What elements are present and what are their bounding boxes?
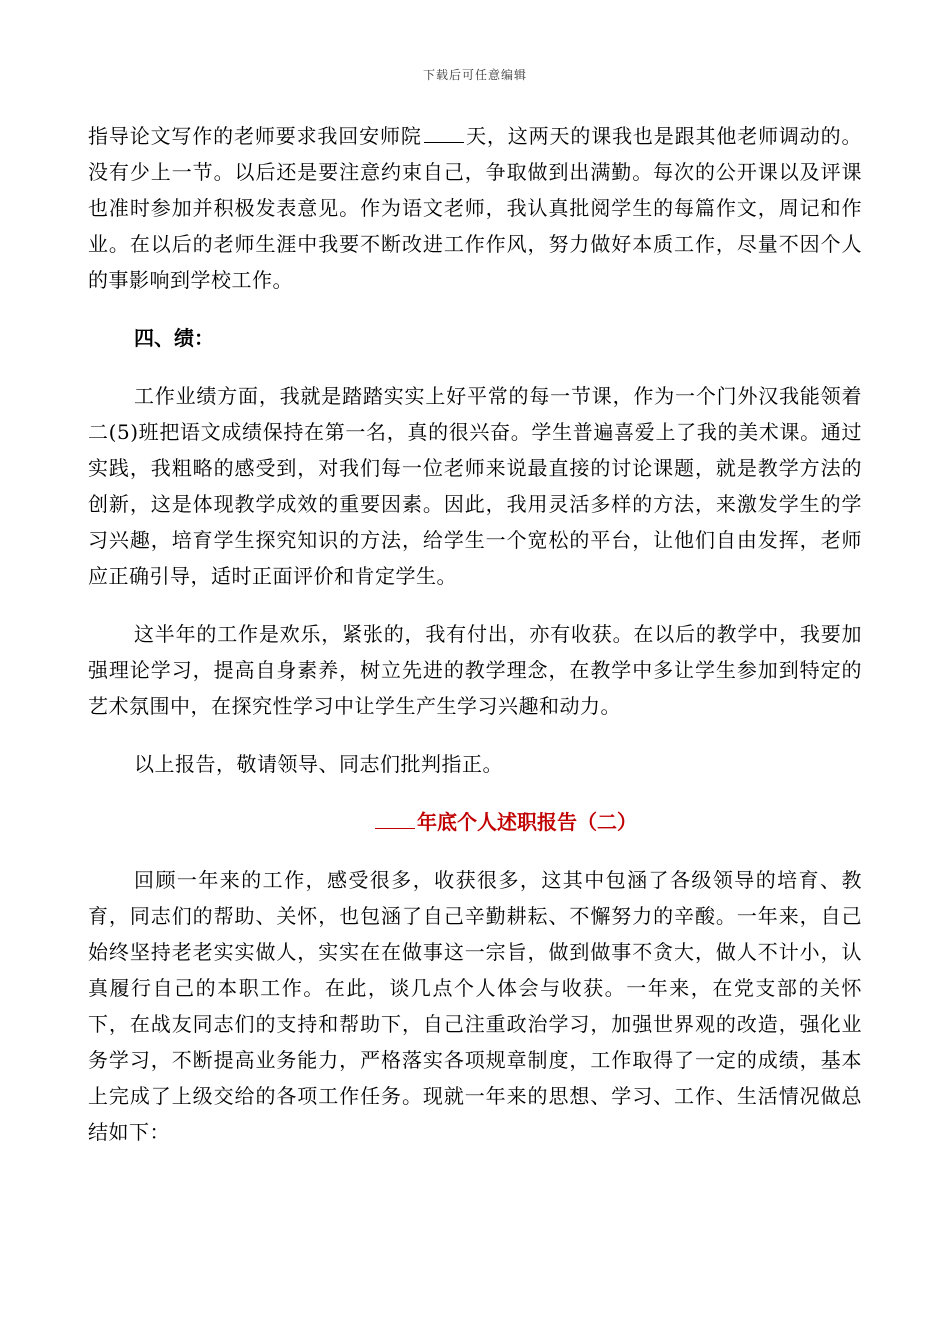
paragraph-summary: 这半年的工作是欢乐，紧张的，我有付出，亦有收获。在以后的教学中，我要加强理论学习，提高自身素养，树立先进的教学理念，在教学中多让学生参加到特定的艺术氛围中，在探究性学习中让学生产生学习兴趣和动力。 <box>88 622 862 718</box>
report-subtitle <box>88 804 862 840</box>
subtitle-blank <box>375 810 415 829</box>
document-body <box>88 118 862 1150</box>
header-note: 下载后可任意编辑 <box>422 68 527 82</box>
para1-text-before-blank: 指导论文写作的老师要求我回安师院 <box>88 124 422 148</box>
paragraph-closing: 以上报告，敬请领导、同志们批判指正。 <box>134 752 503 776</box>
para1-text-after-blank: 天，这两天的课我也是跟其他老师调动的。没有少上一节。以后还是要注意约束自己，争取做到出满勤。每次的公开课以及评课也准时参加并积极发表意见。作为语文老师，我认真批阅学生的每篇作文，周记和作业。在以后的老师生涯中我要不断改进工作作风，努力做好本质工作，尽量不因个人的事影响到学校工作。 <box>88 124 863 292</box>
subtitle-text: 年底个人述职报告（二） <box>417 810 637 834</box>
fill-in-blank <box>424 124 464 143</box>
paragraph-achievements: 工作业绩方面，我就是踏踏实实上好平常的每一节课，作为一个门外汉我能领着二(5)班把语文成绩保持在第一名，真的很兴奋。学生普遍喜爱上了我的美术课。通过实践，我粗略的感受到，对我们每一位老师来说最直接的讨论课题，就是教学方法的创新，这是体现教学成效的重要因素。因此，我用灵活多样的方法，来激发学生的学习兴趣，培育学生探究知识的方法，给学生一个宽松的平台，让他们自由发挥，老师应正确引导，适时正面评价和肯定学生。 <box>88 384 862 588</box>
paragraph-continuation <box>88 118 862 298</box>
paragraph-report2-intro: 回顾一年来的工作，感受很多，收获很多，这其中包涵了各级领导的培育、教育，同志们的帮助、关怀，也包涵了自己辛勤耕耘、不懈努力的辛酸。一年来，自己始终坚持老老实实做人，实实在在做事这一宗旨，做到做事不贪大，做人不计小，认真履行自己的本职工作。在此，谈几点个人体会与收获。一年来，在党支部的关怀下，在战友同志们的支持和帮助下，自己注重政治学习，加强世界观的改造，强化业务学习，不断提高业务能力，严格落实各项规章制度，工作取得了一定的成绩，基本上完成了上级交给的各项工作任务。现就一年来的思想、学习、工作、生活情况做总结如下： <box>88 868 862 1144</box>
section-heading-achievements: 四、绩： <box>134 326 214 350</box>
